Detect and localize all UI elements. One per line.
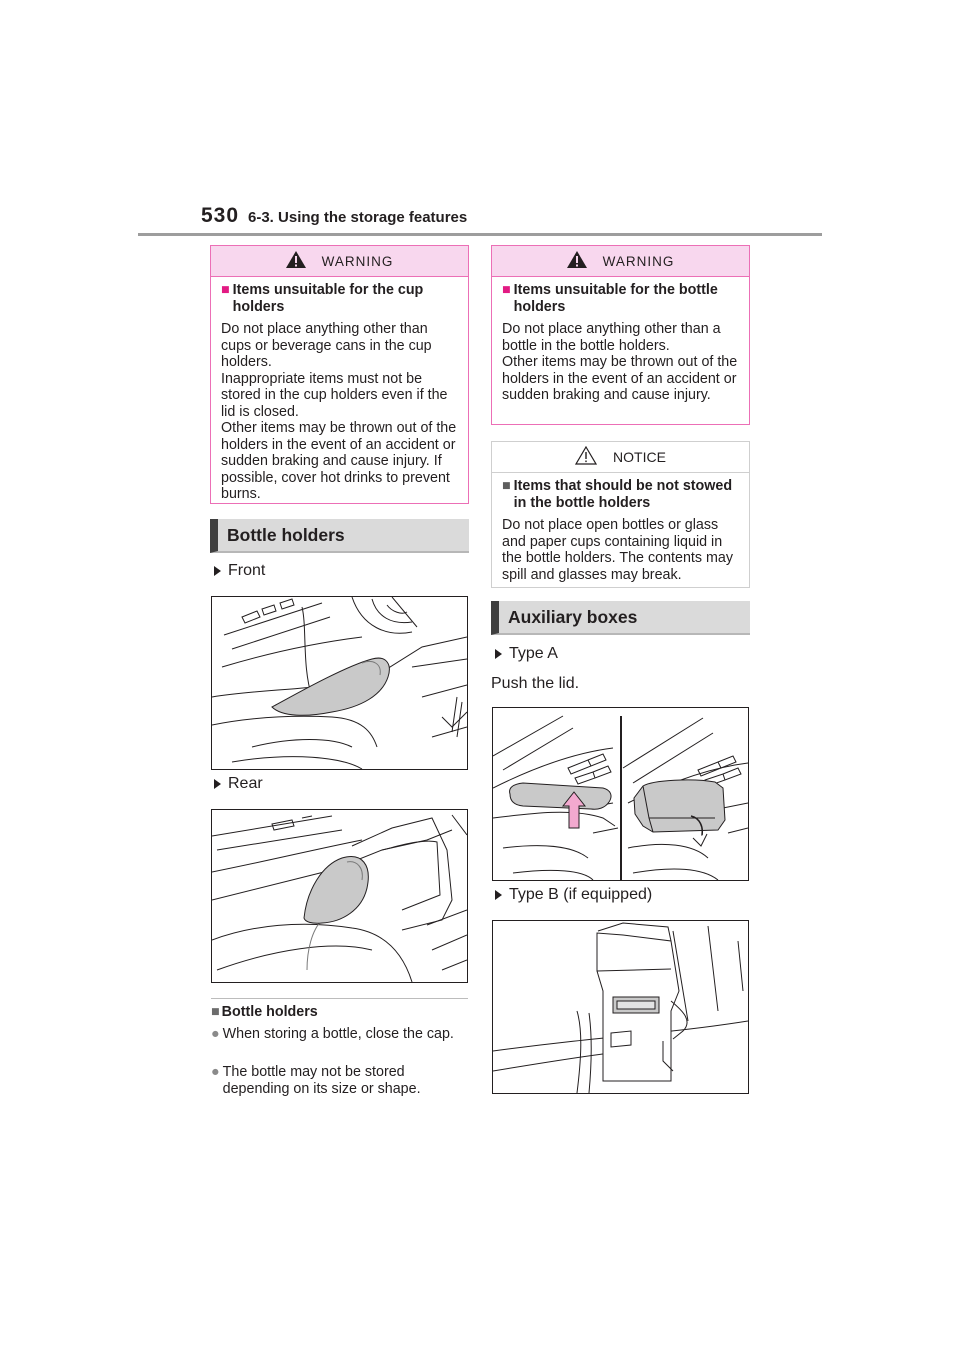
type-b-label <box>495 886 652 904</box>
bullet-dot-icon: ● <box>211 1064 220 1080</box>
notice-text: Do not place open bottles or glass and paper cups containing liquid in the bottle holders. The contents may spill and glasses may break. <box>502 517 734 583</box>
warning-triangle-icon <box>286 251 306 271</box>
section-title: 6-3. Using the storage features <box>248 209 468 226</box>
front-label <box>214 562 265 580</box>
square-marker: ■ <box>221 282 230 298</box>
warning-header <box>492 246 749 277</box>
warning-title: WARNING <box>602 253 675 269</box>
notes-heading-text: Bottle holders <box>221 1004 318 1020</box>
rear-label <box>214 775 263 793</box>
type-a-illustration <box>492 707 749 881</box>
page-number: 530 <box>201 204 240 227</box>
warning-body <box>492 277 749 414</box>
notice-triangle-icon <box>575 446 597 468</box>
header-rule <box>138 233 822 236</box>
notes-item-text: The bottle may not be stored depending on its size or shape. <box>222 1064 421 1097</box>
bottle-holders-heading: Bottle holders <box>210 519 469 553</box>
bullet-arrow-icon <box>495 890 502 900</box>
warning-subhead <box>221 282 458 315</box>
notice-body <box>492 473 749 593</box>
notes-item <box>211 1064 461 1097</box>
bullet-dot-icon: ● <box>211 1026 220 1042</box>
notes-heading <box>211 1004 318 1020</box>
type-b-illustration <box>492 920 749 1094</box>
notice-title: NOTICE <box>613 449 666 465</box>
notes-item <box>211 1026 461 1043</box>
front-label-text: Front <box>228 562 266 579</box>
warning-box-bottle-holders <box>491 245 750 425</box>
bullet-arrow-icon <box>495 649 502 659</box>
bullet-arrow-icon <box>214 779 221 789</box>
square-marker: ■ <box>502 282 511 298</box>
rear-label-text: Rear <box>228 775 263 792</box>
warning-subhead-text: Items unsuitable for the bottle holders <box>513 282 718 315</box>
type-a-label <box>495 645 558 663</box>
notice-header <box>492 442 749 473</box>
warning-header <box>211 246 468 277</box>
warning-subhead <box>502 282 739 315</box>
front-bottle-holder-illustration <box>211 596 468 770</box>
warning-box-cup-holders <box>210 245 469 504</box>
rear-bottle-holder-illustration <box>211 809 468 983</box>
notice-subhead <box>502 478 739 511</box>
warning-title: WARNING <box>321 253 394 269</box>
warning-triangle-icon <box>567 251 587 271</box>
notice-subhead-text: Items that should be not stowed in the bottle holders <box>513 478 733 511</box>
warning-body <box>211 277 468 513</box>
notice-box <box>491 441 750 588</box>
type-a-instruction: Push the lid. <box>491 675 580 692</box>
type-b-label-text: Type B (if equipped) <box>509 886 653 903</box>
square-marker: ■ <box>211 1004 220 1020</box>
warning-text: Do not place anything other than a bottle in the bottle holders. Other items may be thrown out of the holders in the event of an accident or sudden braking and cause injury. <box>502 321 738 403</box>
bullet-arrow-icon <box>214 566 221 576</box>
notes-divider <box>211 998 468 999</box>
warning-subhead-text: Items unsuitable for the cup holders <box>232 282 424 315</box>
notes-item-text: When storing a bottle, close the cap. <box>222 1026 454 1042</box>
type-a-label-text: Type A <box>509 645 558 662</box>
warning-text: Do not place anything other than cups or beverage cans in the cup holders. Inappropriate items must not be stored in the cup holders even if the lid is closed. Other items may be thrown out of the holders in the event of an accident or sudden braking and cause injury. If possible, cover hot drinks to prevent burns. <box>221 321 457 502</box>
square-marker: ■ <box>502 478 511 494</box>
auxiliary-boxes-heading: Auxiliary boxes <box>491 601 750 635</box>
